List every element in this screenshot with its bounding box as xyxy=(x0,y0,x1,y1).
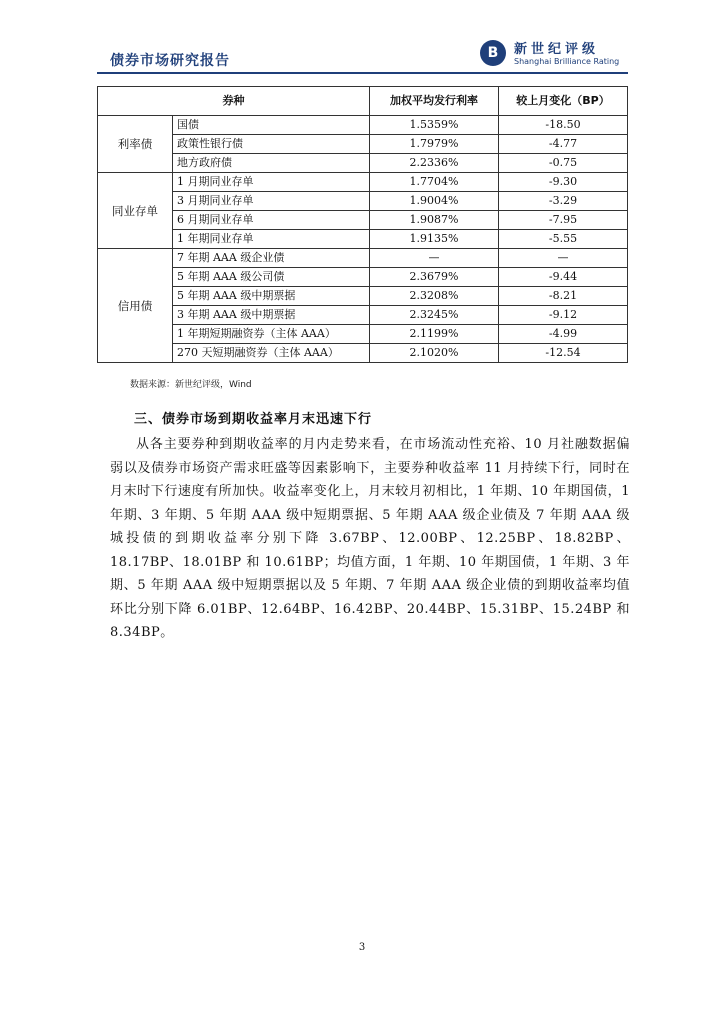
table-row xyxy=(98,268,628,287)
rate-cell: 2.3245% xyxy=(370,306,499,325)
table-row xyxy=(98,344,628,363)
bond-name-cell: 政策性银行债 xyxy=(173,135,370,154)
rate-cell: 2.1199% xyxy=(370,325,499,344)
section-paragraph: 从各主要券种到期收益率的月内走势来看，在市场流动性充裕、10 月社融数据偏弱以及债券市场资产需求旺盛等因素影响下，主要券种收益率 11 月持续下行，同时在月末时下行速度有所加快。收益率变化上，月末较月初相比，1 年期、10 年期国债，1 年期、3 年期、5 年期 AAA 级中短期票据、5 年期 AAA 级企业债及 7 年期 AAA 级城投债的到期收益率分别下降 3.67BP、12.00BP、12.25BP、18.82BP、18.17BP、18.01BP 和 10.61BP；均值方面，1 年期、10 年期国债，1 年期、3 年期、5 年期 AAA 级中短期票据以及 5 年期、7 年期 AAA 级企业债的到期收益率均值环比分别下降 6.01BP、12.64BP、16.42BP、20.44BP、15.31BP、15.24BP 和 8.34BP。 xyxy=(110,437,630,640)
brand-logo xyxy=(480,40,630,70)
change-cell: -5.55 xyxy=(499,230,628,249)
brand-logo-icon: B xyxy=(480,40,506,66)
table-row xyxy=(98,325,628,344)
bond-name-cell: 地方政府债 xyxy=(173,154,370,173)
change-cell: -3.29 xyxy=(499,192,628,211)
rate-cell: 1.9087% xyxy=(370,211,499,230)
change-cell: -0.75 xyxy=(499,154,628,173)
rate-cell: 2.2336% xyxy=(370,154,499,173)
table-row xyxy=(98,211,628,230)
brand-name-en: Shanghai Brilliance Rating xyxy=(514,57,620,66)
rate-cell: 1.9135% xyxy=(370,230,499,249)
change-cell: -8.21 xyxy=(499,287,628,306)
category-cell: 利率债 xyxy=(98,116,173,173)
change-cell: -9.12 xyxy=(499,306,628,325)
bond-name-cell: 7 年期 AAA 级企业债 xyxy=(173,249,370,268)
page-number: 3 xyxy=(358,942,366,953)
rate-cell: 1.5359% xyxy=(370,116,499,135)
header-divider xyxy=(97,72,628,74)
bond-name-cell: 3 月期同业存单 xyxy=(173,192,370,211)
bond-name-cell: 5 年期 AAA 级公司债 xyxy=(173,268,370,287)
change-cell: — xyxy=(499,249,628,268)
table-row xyxy=(98,116,628,135)
bond-name-cell: 1 年期短期融资券（主体 AAA） xyxy=(173,325,370,344)
change-cell: -7.95 xyxy=(499,211,628,230)
change-cell: -18.50 xyxy=(499,116,628,135)
table-row xyxy=(98,154,628,173)
report-header-title: 债券市场研究报告 xyxy=(110,53,230,69)
bond-name-cell: 国债 xyxy=(173,116,370,135)
rate-cell: — xyxy=(370,249,499,268)
category-cell: 同业存单 xyxy=(98,173,173,249)
rate-cell: 2.3208% xyxy=(370,287,499,306)
rate-cell: 1.7979% xyxy=(370,135,499,154)
table-row xyxy=(98,230,628,249)
category-cell: 信用债 xyxy=(98,249,173,363)
data-source-note: 数据来源：新世纪评级，Wind xyxy=(130,380,252,390)
table-row xyxy=(98,192,628,211)
section-heading: 三、债券市场到期收益率月末迅速下行 xyxy=(134,412,373,427)
rate-cell: 2.3679% xyxy=(370,268,499,287)
table-row xyxy=(98,306,628,325)
brand-name-cn: 新世纪评级 xyxy=(514,42,600,57)
column-header-avg-rate: 加权平均发行利率 xyxy=(370,87,499,116)
rate-cell: 1.9004% xyxy=(370,192,499,211)
change-cell: -4.77 xyxy=(499,135,628,154)
column-header-bond-type: 券种 xyxy=(98,87,370,116)
rate-cell: 2.1020% xyxy=(370,344,499,363)
change-cell: -4.99 xyxy=(499,325,628,344)
change-cell: -12.54 xyxy=(499,344,628,363)
bond-name-cell: 5 年期 AAA 级中期票据 xyxy=(173,287,370,306)
change-cell: -9.44 xyxy=(499,268,628,287)
table-header-row xyxy=(98,87,628,116)
issuance-rate-table xyxy=(97,86,628,363)
table-row xyxy=(98,135,628,154)
bond-name-cell: 1 年期同业存单 xyxy=(173,230,370,249)
bond-name-cell: 1 月期同业存单 xyxy=(173,173,370,192)
column-header-change: 较上月变化（BP） xyxy=(499,87,628,116)
table-row xyxy=(98,249,628,268)
change-cell: -9.30 xyxy=(499,173,628,192)
bond-name-cell: 6 月期同业存单 xyxy=(173,211,370,230)
rate-cell: 1.7704% xyxy=(370,173,499,192)
bond-name-cell: 270 天短期融资券（主体 AAA） xyxy=(173,344,370,363)
bond-name-cell: 3 年期 AAA 级中期票据 xyxy=(173,306,370,325)
table-row xyxy=(98,173,628,192)
table-row xyxy=(98,287,628,306)
